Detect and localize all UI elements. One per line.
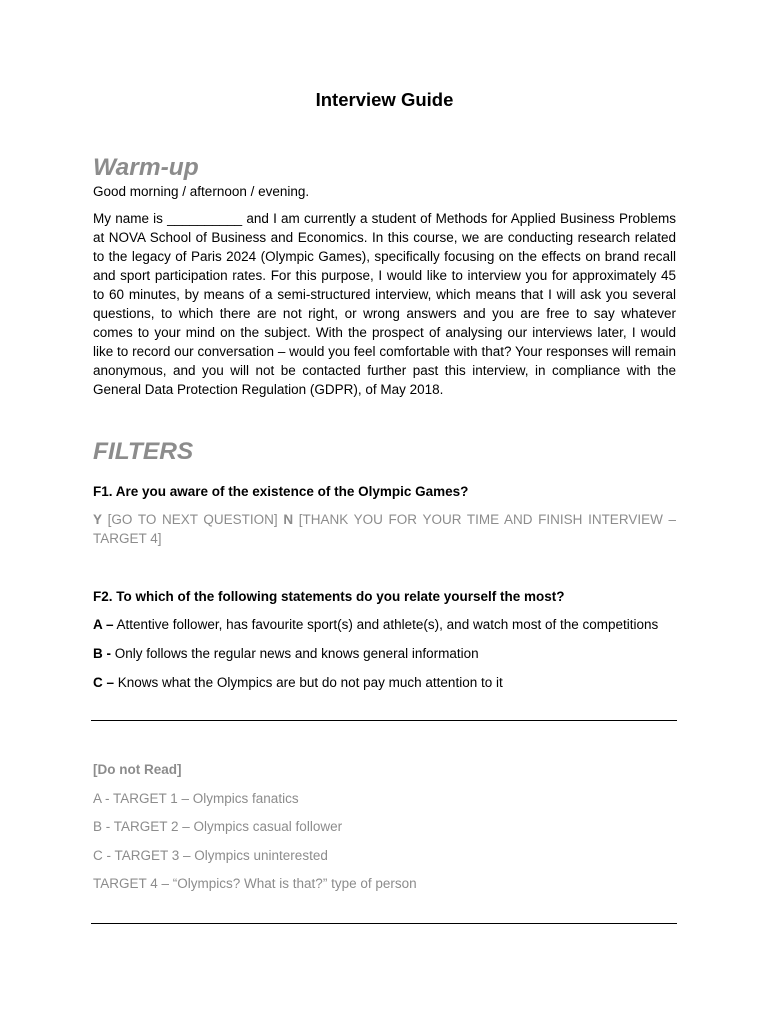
filters-heading: FILTERS <box>93 438 194 465</box>
divider-top <box>91 720 677 721</box>
document-title: Interview Guide <box>315 89 454 110</box>
option-b-label: B - <box>93 646 111 661</box>
question-f1: F1. Are you aware of the existence of the Olympic Games? <box>93 484 469 499</box>
target-note-3: C - TARGET 3 – Olympics uninterested <box>93 848 328 863</box>
option-b-text: Only follows the regular news and knows general information <box>111 646 479 661</box>
option-a-label: A – <box>93 617 114 632</box>
option-c-label: C – <box>93 675 115 690</box>
answer-no-text: [THANK YOU FOR YOUR TIME AND FINISH INTERVIEW – TARGET 4] <box>93 512 676 546</box>
answer-no-label: N <box>283 512 294 527</box>
question-f1-answers <box>93 510 676 548</box>
target-note-2: B - TARGET 2 – Olympics casual follower <box>93 819 343 834</box>
do-not-read-title: [Do not Read] <box>93 762 182 777</box>
option-c-text: Knows what the Olympics are but do not pay much attention to it <box>114 675 503 690</box>
answer-yes-text: [GO TO NEXT QUESTION] <box>102 512 284 527</box>
question-f2: F2. To which of the following statements do you relate yourself the most? <box>93 589 565 604</box>
option-a-text: Attentive follower, has favourite sport(s) and athlete(s), and watch most of the competitions <box>113 617 659 632</box>
option-c <box>93 673 676 692</box>
target-note-4: TARGET 4 – “Olympics? What is that?” type of person <box>93 876 417 891</box>
target-note-1: A - TARGET 1 – Olympics fanatics <box>93 791 299 806</box>
greeting-text: Good morning / afternoon / evening. <box>93 184 310 199</box>
warmup-heading: Warm-up <box>93 154 199 181</box>
option-a <box>93 615 676 634</box>
intro-paragraph: My name is __________ and I am currently a student of Methods for Applied Business Problems at NOVA School of Business and Economics. In this course, we are conducting research related to the legacy of Paris 2024 (Olympic Games), specifically focusing on the effects on brand recall and sport participation rates. For this purpose, I would like to interview you for approximately 45 to 60 minutes, by means of a semi-structured interview, which means that I will ask you several questions, to which there are not right, or wrong answers and you are free to say whatever comes to your mind on the subject. With the prospect of analysing our interviews later, I would like to record our conversation – would you feel comfortable with that? Your responses will remain anonymous, and you will not be contacted further past this interview, in compliance with the General Data Protection Regulation (GDPR), of May 2018. <box>93 211 676 397</box>
divider-bottom <box>91 923 677 924</box>
answer-yes-label: Y <box>93 512 103 527</box>
option-b <box>93 644 676 663</box>
